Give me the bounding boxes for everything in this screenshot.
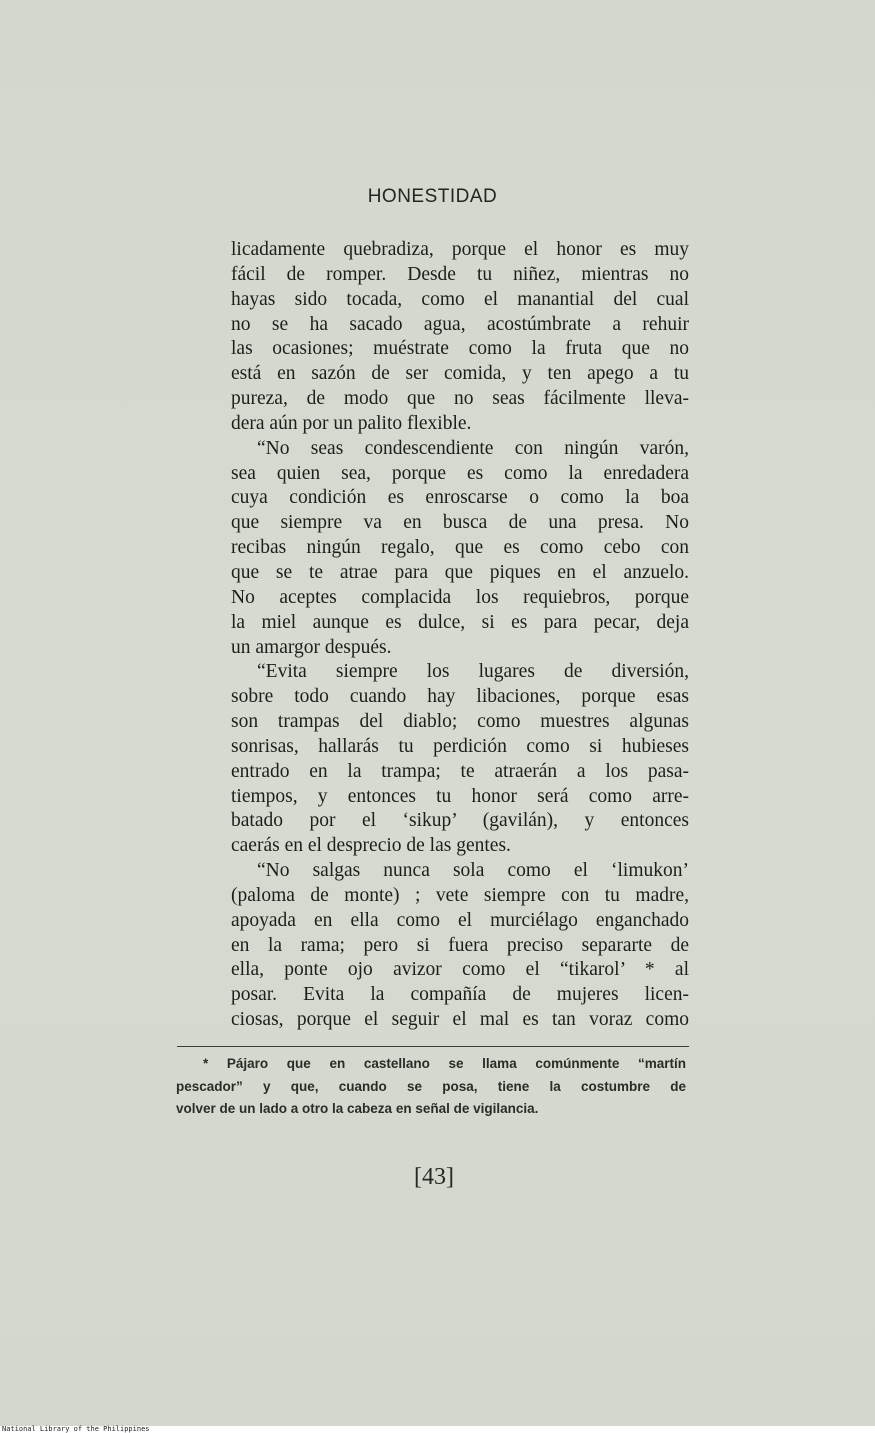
body-line: son trampas del diablo; como muestres algunas [231,711,689,733]
body-line: la miel aunque es dulce, si es para pecar, deja [231,611,689,633]
body-line: cuya condición es enroscarse o como la boa [231,487,689,509]
body-line: que siempre va en busca de una presa. No [231,512,689,534]
body-line: entrado en la trampa; te atraerán a los pasa- [231,760,689,782]
library-credit: National Library of the Philippines [2,1425,150,1433]
body-line: licadamente quebradiza, porque el honor es muy [231,239,689,260]
body-line: en la rama; pero si fuera preciso separarte de [231,934,689,956]
running-head: HONESTIDAD [367,186,498,207]
body-line: sea quien sea, porque es como la enredadera [231,462,689,484]
body-line: ciosas, porque el seguir el mal es tan voraz como [231,1009,689,1031]
body-line: hayas sido tocada, como el manantial del cual [231,288,689,310]
body-line: fácil de romper. Desde tu niñez, mientras no [231,263,689,285]
body-line: no se ha sacado agua, acostúmbrate a rehuir [231,313,689,335]
footnote-rule [177,1046,689,1047]
footnote-line: pescador” y que, cuando se posa, tiene la costumbre de [176,1078,686,1094]
body-line: pureza, de modo que no seas fácilmente lleva- [231,388,689,410]
body-line: “No salgas nunca sola como el ‘limukon’ [257,860,689,882]
body-line: tiempos, y entonces tu honor será como arre- [231,785,689,807]
body-line: recibas ningún regalo, que es como cebo con [231,537,689,559]
body-line: apoyada en ella como el murciélago enganchado [231,909,689,931]
body-line: las ocasiones; muéstrate como la fruta que no [231,338,689,360]
body-line: dera aún por un palito flexible. [231,412,472,434]
body-line: “Evita siempre los lugares de diversión, [257,661,689,683]
body-line: “No seas condescendiente con ningún varón, [257,437,689,459]
body-line: un amargor después. [231,636,392,658]
body-line: ella, ponte ojo avizor como el “tikarol’ * al [231,959,689,981]
body-line: está en sazón de ser comida, y ten apego a tu [231,363,689,385]
body-line: No aceptes complacida los requiebros, porque [231,586,689,608]
footnote-line: volver de un lado a otro la cabeza en señal de vigilancia. [176,1101,539,1116]
body-line: caerás en el desprecio de las gentes. [231,835,511,857]
body-line: sonrisas, hallarás tu perdición como si hubieses [231,735,689,757]
footnote [176,1053,686,1121]
body-line: batado por el ‘sikup’ (gavilán), y entonces [231,810,689,832]
body-text [231,238,689,1033]
body-line: (paloma de monte) ; vete siempre con tu madre, [231,884,689,906]
footnote-line: * Pájaro que en castellano se llama comúnmente “martín [203,1056,686,1071]
page-number: [43] [414,1164,454,1190]
body-line: que se te atrae para que piques en el anzuelo. [231,561,689,583]
body-line: posar. Evita la compañía de mujeres licen- [231,984,689,1006]
body-line: sobre todo cuando hay libaciones, porque esas [231,686,689,708]
